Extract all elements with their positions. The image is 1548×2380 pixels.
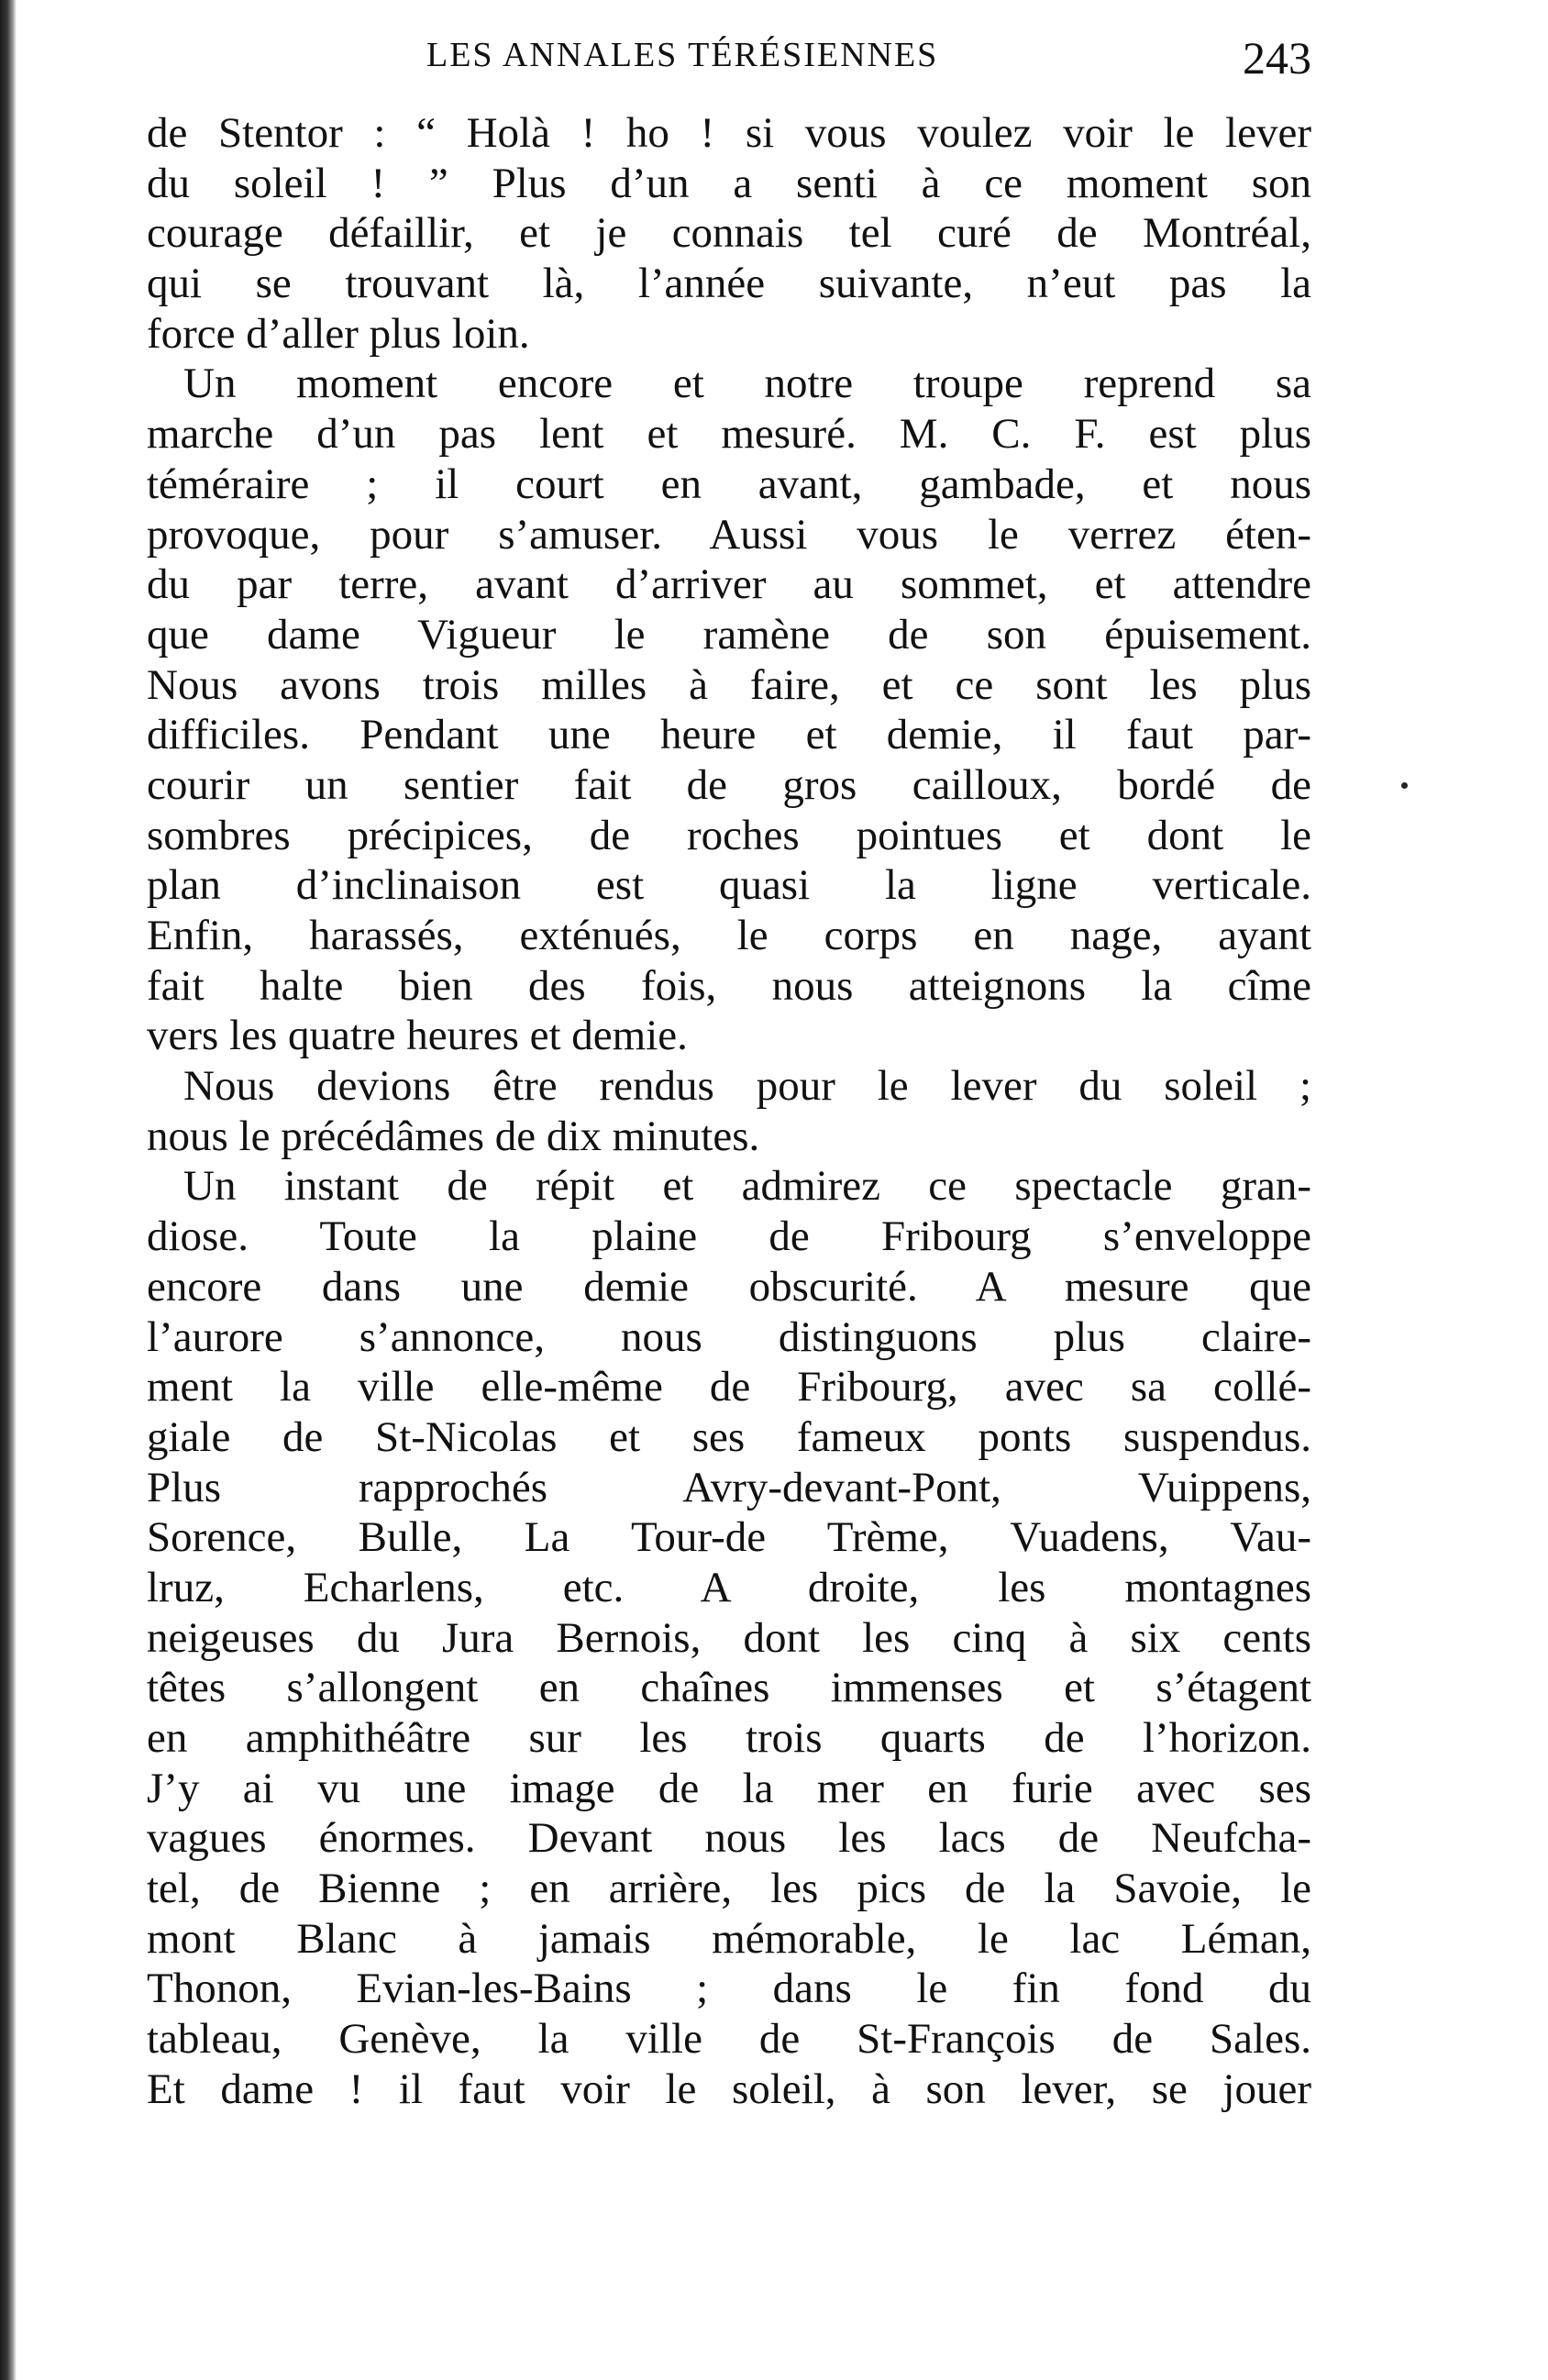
text-line: mont Blanc à jamais mémorable, le lac Léman, — [147, 1914, 1311, 1963]
text-line: de Stentor : “ Holà ! ho ! si vous voulez voir le lever — [147, 109, 1311, 157]
text-line: courir un sentier fait de gros cailloux, bordé de — [147, 760, 1311, 809]
text-line: l’aurore s’annonce, nous distinguons plus claire- — [147, 1312, 1311, 1361]
text-line: difficiles. Pendant une heure et demie, il faut par- — [147, 711, 1311, 759]
text-line: Enfin, harassés, exténués, le corps en nage, ayant — [147, 912, 1311, 959]
text-line: Nous avons trois milles à faire, et ce sont les plus — [147, 660, 1311, 709]
text-line: Un instant de répit et admirez ce spectacle gran- — [183, 1162, 1311, 1211]
text-line: Et dame ! il faut voir le soleil, à son lever, se jouer — [147, 2065, 1311, 2113]
text-line: neigeuses du Jura Bernois, dont les cinq à six cents — [147, 1613, 1311, 1662]
text-line: marche d’un pas lent et mesuré. M. C. F. est plus — [147, 410, 1311, 459]
text-line: giale de St-Nicolas et ses fameux ponts suspendus. — [147, 1412, 1311, 1461]
page-binding-edge — [0, 0, 17, 2380]
text-line: J’y ai vu une image de la mer en furie avec ses — [147, 1764, 1311, 1812]
text-line: que dame Vigueur le ramène de son épuisement. — [147, 610, 1311, 659]
text-line: provoque, pour s’amuser. Aussi vous le verrez éten- — [147, 510, 1311, 559]
text-line: force d’aller plus loin. — [147, 309, 530, 358]
text-line: Un moment encore et notre troupe reprend sa — [183, 360, 1311, 408]
text-line: ment la ville elle-même de Fribourg, avec sa collé- — [147, 1363, 1311, 1411]
text-line: téméraire ; il court en avant, gambade, et nous — [147, 459, 1311, 508]
text-line: qui se trouvant là, l’année suivante, n’eut pas la — [147, 260, 1311, 308]
text-line: du par terre, avant d’arriver au sommet, et attendre — [147, 560, 1311, 609]
text-line: du soleil ! ” Plus d’un a senti à ce moment son — [147, 159, 1311, 207]
text-line: lruz, Echarlens, etc. A droite, les montagnes — [147, 1563, 1311, 1611]
text-line: vers les quatre heures et demie. — [147, 1012, 688, 1060]
text-line: Plus rapprochés Avry-devant-Pont, Vuippens, — [147, 1463, 1311, 1511]
text-line: encore dans une demie obscurité. A mesure que — [147, 1262, 1311, 1311]
text-line: diose. Toute la plaine de Fribourg s’enveloppe — [147, 1212, 1311, 1261]
page-header — [151, 28, 1311, 83]
text-line: plan d’inclinaison est quasi la ligne verticale. — [147, 861, 1311, 910]
text-line: Sorence, Bulle, La Tour-de Trème, Vuadens, Vau- — [147, 1513, 1311, 1562]
text-line: fait halte bien des fois, nous atteignons la cîme — [147, 961, 1311, 1010]
text-line: en amphithéâtre sur les trois quarts de l’horizon. — [147, 1714, 1311, 1762]
text-line: Nous devions être rendus pour le lever du soleil ; — [183, 1062, 1311, 1111]
page-number: 243 — [1243, 32, 1311, 83]
running-title: LES ANNALES TÉRÉSIENNES — [426, 36, 939, 74]
text-line: courage défaillir, et je connais tel curé de Montréal, — [147, 209, 1311, 258]
ink-speck — [1401, 782, 1408, 789]
text-line: tableau, Genève, la ville de St-François de Sales. — [147, 2015, 1311, 2064]
text-line: têtes s’allongent en chaînes immenses et s’étagent — [147, 1664, 1311, 1712]
text-line: Thonon, Evian-les-Bains ; dans le fin fond du — [147, 1965, 1311, 2013]
text-line: tel, de Bienne ; en arrière, les pics de la Savoie, le — [147, 1865, 1311, 1913]
text-line: nous le précédâmes de dix minutes. — [147, 1112, 760, 1160]
text-line: sombres précipices, de roches pointues et dont le — [147, 811, 1311, 859]
text-line: vagues énormes. Devant nous les lacs de Neufcha- — [147, 1814, 1311, 1863]
body-text — [147, 108, 1311, 2115]
